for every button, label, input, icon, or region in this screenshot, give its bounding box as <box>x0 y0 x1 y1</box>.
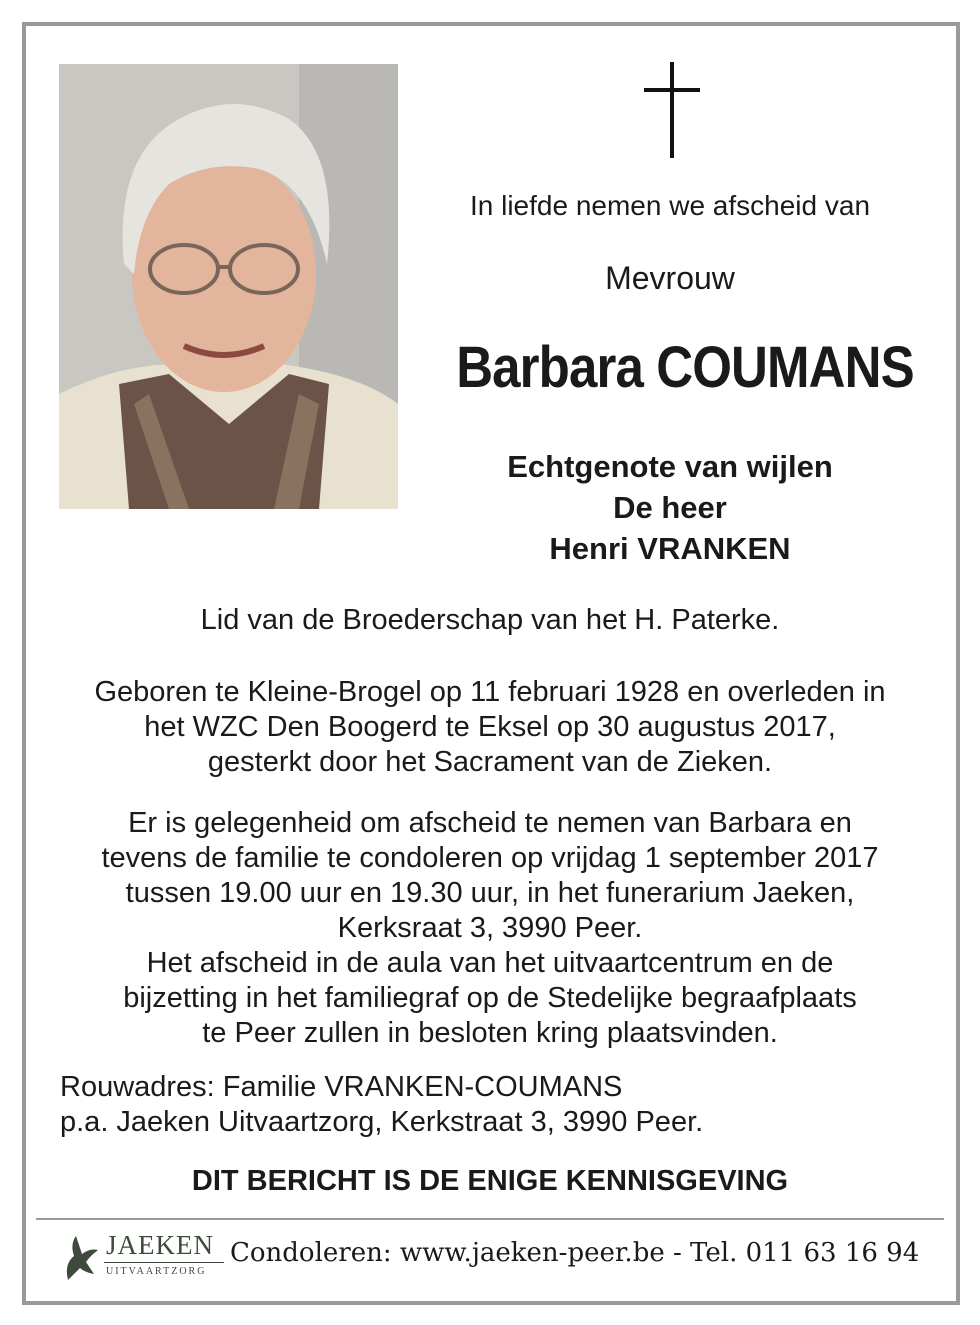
paragraph-line: gesterkt door het Sacrament van de Zieken. <box>207 746 773 778</box>
honorific: Mevrouw <box>605 260 735 296</box>
spouse-line: Echtgenote van wijlen <box>507 449 833 484</box>
footer-divider <box>36 1218 944 1220</box>
paragraph-line: Geboren te Kleine-Brogel op 11 februari 1928 en overleden in <box>94 676 886 708</box>
paragraph-line: te Peer zullen in besloten kring plaatsvinden. <box>202 1017 778 1049</box>
paragraph-line: Het afscheid in de aula van het uitvaartcentrum en de <box>146 947 834 979</box>
cross-icon <box>640 60 704 160</box>
paragraph-line: Er is gelegenheid om afscheid te nemen van Barbara en <box>128 807 852 839</box>
paragraph-line: tussen 19.00 uur en 19.30 uur, in het funerarium Jaeken, <box>125 877 855 909</box>
spouse-line: De heer <box>613 490 727 525</box>
portrait-photo <box>59 64 398 509</box>
mourning-address <box>60 1070 703 1140</box>
address-line: p.a. Jaeken Uitvaartzorg, Kerkstraat 3, 3990 Peer. <box>60 1106 704 1138</box>
paragraph-line: bijzetting in het familiegraf op de Stedelijke begraafplaats <box>123 982 857 1014</box>
spouse-name: Henri VRANKEN <box>549 531 791 566</box>
address-line: Rouwadres: Familie VRANKEN-COUMANS <box>60 1071 623 1103</box>
paragraph-line: het WZC Den Boogerd te Eksel op 30 augustus 2017, <box>144 711 836 743</box>
jaeken-logo <box>60 1230 230 1290</box>
intro-line: In liefde nemen we afscheid van <box>469 190 871 221</box>
membership-line: Lid van de Broederschap van het H. Paterke. <box>200 604 780 636</box>
contact-line[interactable]: Condoleren: www.jaeken-peer.be - Tel. 011 63 16 94 <box>230 1238 920 1268</box>
dove-icon <box>60 1234 100 1289</box>
birth-death-paragraph <box>40 675 940 780</box>
logo-name: JAEKEN <box>106 1230 214 1260</box>
logo-rule <box>104 1262 224 1263</box>
logo-subtitle: UITVAARTZORG <box>106 1266 207 1277</box>
paragraph-line: Kerksraat 3, 3990 Peer. <box>337 912 643 944</box>
deceased-name: Barbara COUMANS <box>456 335 914 400</box>
paragraph-line: tevens de familie te condoleren op vrijdag 1 september 2017 <box>101 842 879 874</box>
visitation-paragraph <box>40 806 940 1051</box>
spouse-block <box>420 446 920 569</box>
final-notice: DIT BERICHT IS DE ENIGE KENNISGEVING <box>191 1165 789 1197</box>
